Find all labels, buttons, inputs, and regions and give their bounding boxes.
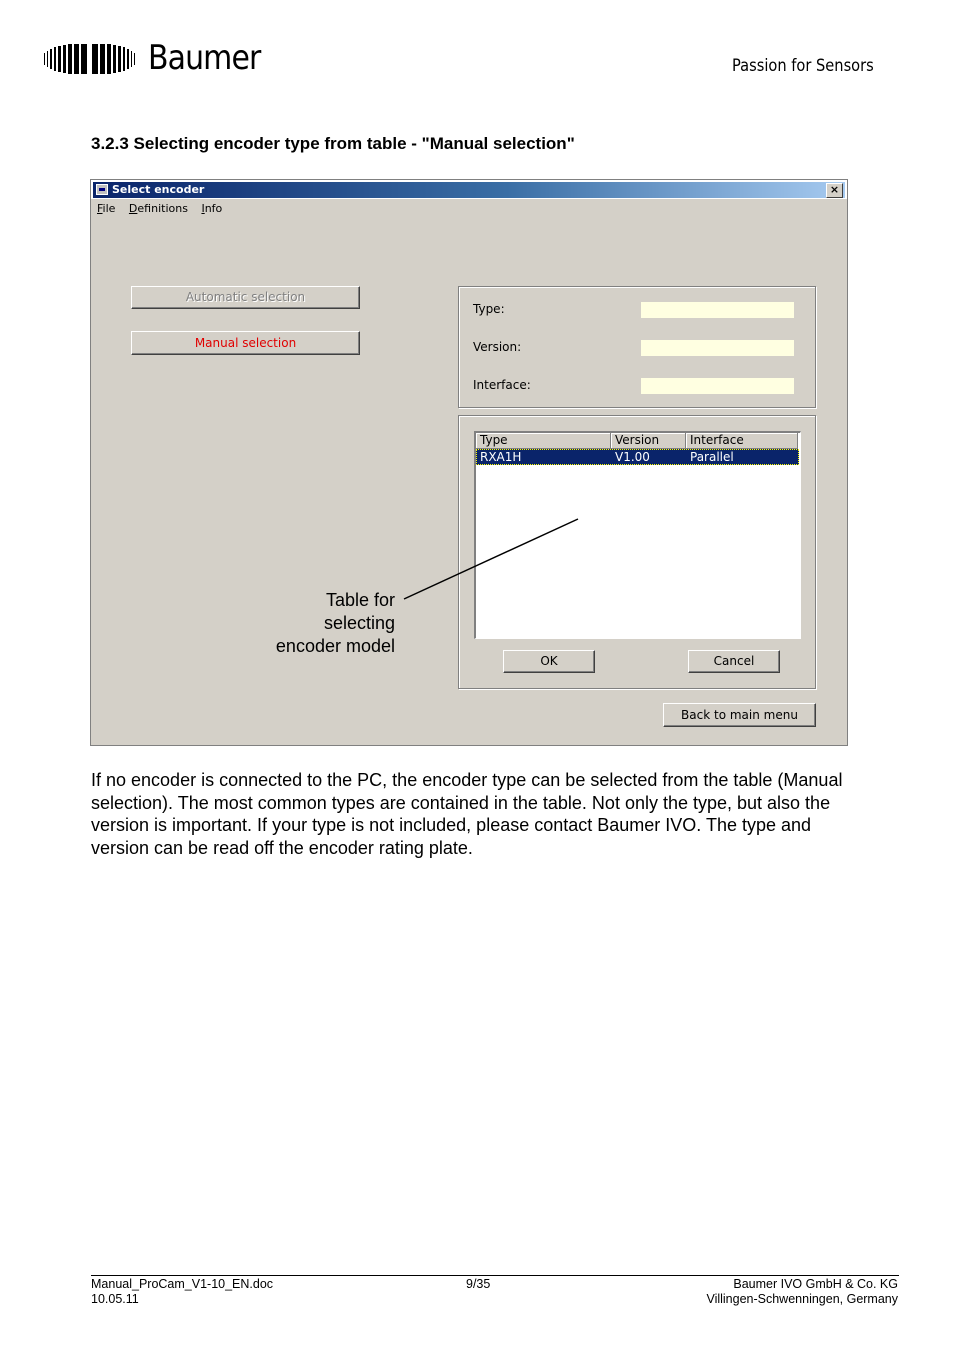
menu-file[interactable]: File: [97, 202, 116, 215]
window-title: Select encoder: [112, 183, 205, 196]
footer-location: Villingen-Schwenningen, Germany: [706, 1292, 898, 1306]
footer-company: Baumer IVO GmbH & Co. KG: [733, 1277, 898, 1291]
automatic-selection-button[interactable]: Automatic selection: [131, 286, 360, 309]
footer-page-number: 9/35: [466, 1277, 491, 1291]
version-label: Version:: [473, 340, 522, 354]
footer-divider: [91, 1275, 899, 1276]
type-label: Type:: [473, 302, 505, 316]
back-to-main-menu-button[interactable]: Back to main menu: [663, 703, 816, 727]
manual-selection-button[interactable]: Manual selection: [131, 331, 360, 355]
close-icon: ×: [829, 183, 840, 196]
cell-version: V1.00: [615, 450, 650, 464]
ok-button[interactable]: OK: [503, 650, 595, 673]
cell-interface: Parallel: [690, 450, 734, 464]
footer-date: 10.05.11: [91, 1292, 139, 1306]
cell-type: RXA1H: [480, 450, 522, 464]
menu-definitions[interactable]: Definitions: [128, 202, 188, 215]
brand-name: Baumer: [148, 38, 261, 78]
column-header-interface[interactable]: Interface: [686, 433, 798, 449]
body-paragraph: If no encoder is connected to the PC, the encoder type can be selected from the table (Manual selection). The most common types are contained in the table. Not only the type, but also the version is important. If your type is not included, please contact Baumer IVO. The type and version can be read off the encoder rating plate.: [91, 770, 843, 858]
tagline: Passion for Sensors: [732, 56, 874, 76]
interface-label: Interface:: [473, 378, 531, 392]
cancel-button[interactable]: Cancel: [688, 650, 780, 673]
menu-info[interactable]: Info: [201, 202, 223, 215]
column-header-type[interactable]: Type: [476, 433, 611, 449]
column-header-version[interactable]: Version: [611, 433, 686, 449]
callout-text: Table for selecting encoder model: [275, 590, 395, 656]
footer-filename: Manual_ProCam_V1-10_EN.doc: [91, 1277, 274, 1291]
section-title: 3.2.3 Selecting encoder type from table - "Manual selection": [91, 134, 575, 153]
